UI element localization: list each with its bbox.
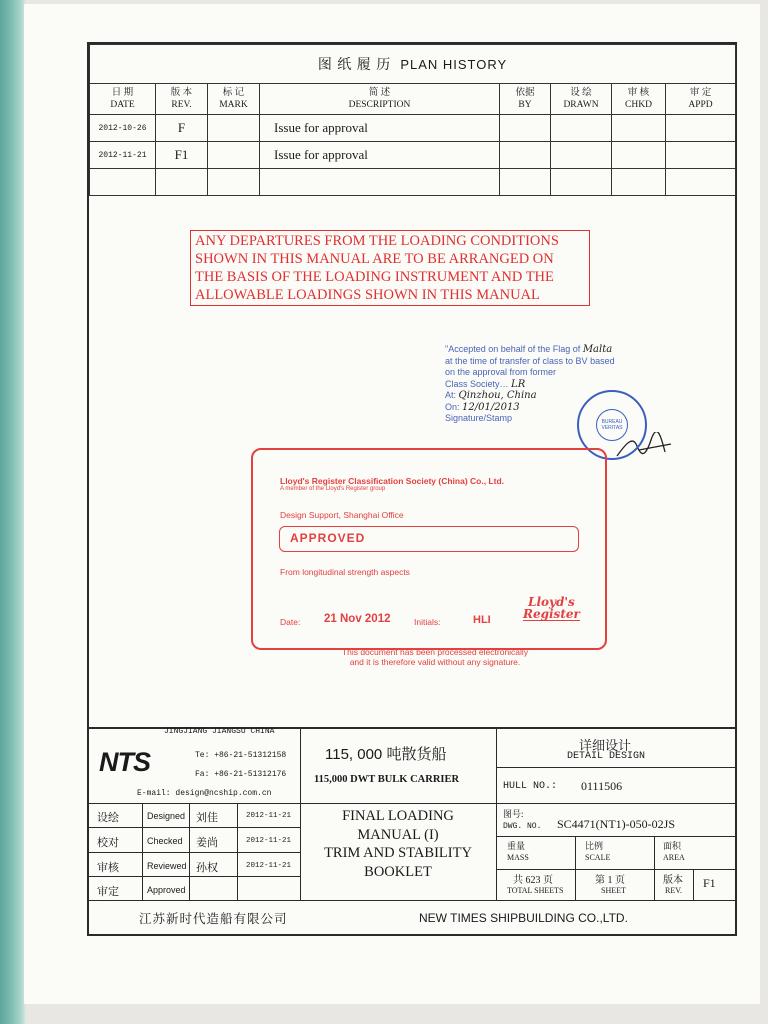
signoff-role-cn: 设绘 — [97, 812, 119, 824]
area-label-en: AREA — [663, 853, 685, 862]
document-title: FINAL LOADING MANUAL (I) TRIM AND STABILITY BOOKLET — [324, 808, 472, 880]
row-date: 2012-10-26 — [90, 115, 156, 142]
table-row — [90, 115, 736, 142]
date-handwritten: 12/01/2013 — [462, 401, 520, 413]
email: E-mail: design@ncship.com.cn — [137, 789, 272, 798]
row-description: Issue for approval — [260, 142, 500, 169]
table-row — [90, 142, 736, 169]
row-description — [260, 169, 500, 196]
header-chkd: 审 核 CHKD — [612, 84, 666, 115]
binder-spine — [0, 0, 26, 1024]
signoff-date: 2012-11-21 — [246, 837, 292, 845]
scale-label-en: SCALE — [585, 853, 611, 862]
initials-label: Initials: — [414, 617, 441, 627]
mass-label-en: MASS — [507, 853, 529, 862]
bv-line: "Accepted on behalf of the Flag of — [445, 344, 581, 354]
sheet-number-en: SHEET — [601, 886, 626, 895]
hull-number: 0111506 — [581, 779, 623, 793]
approval-status: APPROVED — [279, 526, 579, 552]
signature-label: Signature/Stamp — [445, 413, 513, 423]
signoff-role-en: Checked — [147, 836, 183, 846]
bv-line: on the approval from former — [445, 367, 557, 377]
row-description: Issue for approval — [260, 115, 500, 142]
signoff-role-cn: 审定 — [97, 886, 119, 898]
telephone: Te: +86-21-51312158 — [195, 751, 287, 760]
mass-label-cn: 重量 — [507, 841, 526, 851]
rev-label-cn: 版本 — [663, 875, 683, 886]
bv-line: at the time of transfer of class to BV based — [445, 355, 615, 366]
lr-company: Lloyd's Register Classification Society (China) Co., Ltd. — [280, 476, 505, 486]
total-sheets-cn: 共 623 页 — [513, 875, 553, 886]
signoff-name: 刘佳 — [196, 812, 218, 824]
header-mark: 标 记 MARK — [208, 84, 260, 115]
nts-logo: NTS — [99, 747, 150, 777]
bv-seal: BUREAU VERITAS — [577, 390, 647, 460]
dwg-label-en: DWG. NO. — [503, 822, 542, 831]
initials-value: HLI — [473, 614, 491, 626]
table-row — [90, 169, 736, 196]
lr-approval-stamp — [251, 448, 607, 650]
sheet-number-cn: 第 1 页 — [595, 875, 625, 886]
fax: Fa: +86-21-51312176 — [195, 770, 287, 779]
company-name-en: NEW TIMES SHIPBUILDING CO.,LTD. — [419, 911, 628, 925]
scale-label-cn: 比例 — [585, 841, 604, 851]
place-handwritten: Qinzhou, China — [458, 390, 537, 401]
shipyard-location: JINGJIANG JIANGSU CHINA — [164, 727, 275, 736]
electronic-processing-note: This document has been processed electronically and it is therefore valid without any signature. — [341, 647, 529, 667]
row-rev — [156, 169, 208, 196]
design-stage-en: DETAIL DESIGN — [567, 751, 646, 762]
header-description: 简 述 DESCRIPTION — [260, 84, 500, 115]
signoff-role-en: Reviewed — [147, 861, 187, 871]
rev-label-en: REV. — [665, 886, 682, 895]
row-rev: F — [156, 115, 208, 142]
signoff-role-cn: 审核 — [97, 862, 119, 874]
title-block — [89, 727, 735, 936]
row-mark — [208, 169, 260, 196]
design-stage-cn: 详细设计 — [579, 738, 632, 753]
signoff-date: 2012-11-21 — [246, 812, 292, 820]
header-rev: 版 本 REV. — [156, 84, 208, 115]
row-rev: F1 — [156, 142, 208, 169]
plan-history-title: 图 纸 履 历 PLAN HISTORY — [90, 45, 736, 84]
header-by: 依据 BY — [500, 84, 551, 115]
flag-handwritten: Malta — [582, 344, 613, 355]
signoff-role-cn: 校对 — [97, 837, 119, 849]
hull-label: HULL NO.: — [503, 781, 558, 792]
plan-history-table — [89, 44, 736, 196]
signoff-name: 姜尚 — [196, 837, 218, 849]
approval-scope: From longitudinal strength aspects — [280, 567, 410, 577]
lloyds-register-logo: Lloyd's Register — [523, 595, 580, 621]
row-date — [90, 169, 156, 196]
revision-value: F1 — [703, 876, 716, 890]
row-mark — [208, 115, 260, 142]
lr-office: Design Support, Shanghai Office — [280, 510, 404, 520]
dwg-label-cn: 图号: — [503, 809, 524, 819]
header-drawn: 设 绘 DRAWN — [551, 84, 612, 115]
signoff-name: 孙权 — [196, 862, 218, 874]
bv-acceptance-stamp: "Accepted on behalf of the Flag of Malta at the time of transfer of class to BV based on the approval from former Class Society… LR At: Qinzhou, China On: 12/01/2013 Signature/Stamp — [445, 344, 675, 425]
bv-line: Class Society — [445, 378, 500, 389]
signoff-date: 2012-11-21 — [246, 862, 292, 870]
header-appd: 审 定 APPD — [666, 84, 736, 115]
lr-member-line: A member of the Lloyd's Register group — [280, 486, 386, 492]
row-date: 2012-11-21 — [90, 142, 156, 169]
class-society-handwritten: LR — [511, 378, 526, 390]
vessel-name-en: 115,000 DWT BULK CARRIER — [314, 774, 460, 785]
signoff-role-en: Approved — [147, 885, 186, 895]
approval-date-label: Date: — [280, 617, 301, 627]
header-date: 日 期 DATE — [90, 84, 156, 115]
vessel-name-cn: 115, 000 吨散货船 — [325, 746, 447, 763]
drawing-frame — [87, 42, 737, 936]
loading-conditions-notice: ANY DEPARTURES FROM THE LOADING CONDITIONS SHOWN IN THIS MANUAL ARE TO BE ARRANGED ON THE BASIS OF THE LOADING INSTRUMENT AND THE ALLOWABLE LOADINGS SHOWN IN THIS MANUAL — [190, 230, 590, 306]
area-label-cn: 面积 — [663, 841, 682, 851]
total-sheets-en: TOTAL SHEETS — [507, 886, 564, 895]
drawing-number: SC4471(NT1)-050-02JS — [557, 817, 676, 831]
row-mark — [208, 142, 260, 169]
signoff-role-en: Designed — [147, 811, 186, 821]
company-name-cn: 江苏新时代造船有限公司 — [139, 912, 288, 926]
approval-date: 21 Nov 2012 — [324, 613, 391, 625]
